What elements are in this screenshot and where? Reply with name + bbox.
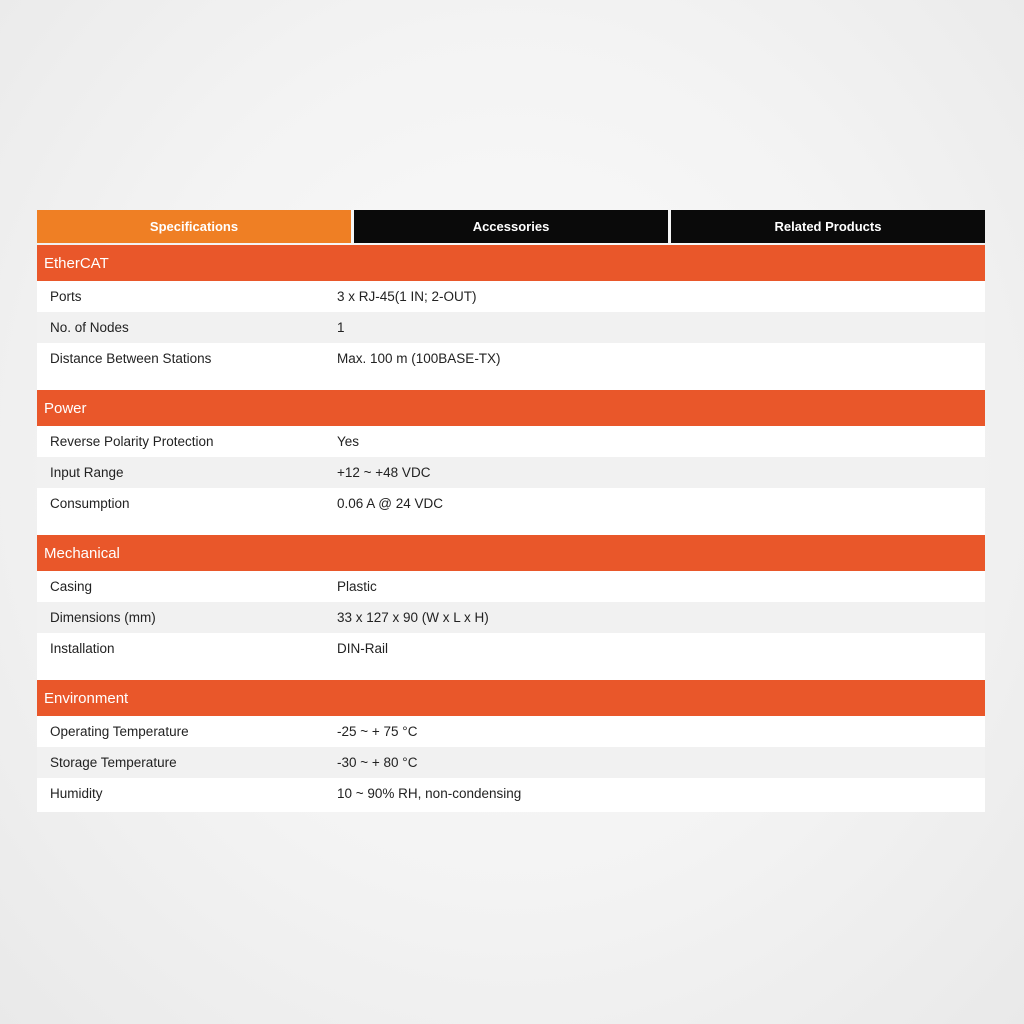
section-title: EtherCAT	[37, 245, 985, 281]
section-spacer	[37, 809, 985, 812]
spec-value: -30 ~ + 80 °C	[337, 755, 418, 770]
spec-row	[37, 281, 985, 312]
spec-label: Casing	[50, 579, 93, 594]
spec-value: 0.06 A @ 24 VDC	[337, 496, 444, 511]
spec-label: Ports	[50, 289, 82, 304]
spec-row	[37, 343, 985, 374]
spec-row	[37, 426, 985, 457]
spec-value: Max. 100 m (100BASE-TX)	[337, 351, 501, 366]
tab-bar	[37, 210, 985, 243]
spec-value: DIN-Rail	[337, 641, 389, 656]
spec-rows	[37, 571, 985, 680]
spec-value: -25 ~ + 75 °C	[337, 724, 418, 739]
section-environment	[37, 680, 985, 812]
section-spacer	[37, 519, 985, 535]
spec-row	[37, 312, 985, 343]
spec-label: Distance Between Stations	[50, 351, 212, 366]
spec-label: Consumption	[50, 496, 130, 511]
spec-row	[37, 747, 985, 778]
spec-row	[37, 602, 985, 633]
section-title: Environment	[37, 680, 985, 716]
tab-accessories[interactable]: Accessories	[354, 210, 668, 243]
spec-label: Storage Temperature	[50, 755, 177, 770]
spec-rows	[37, 426, 985, 535]
spec-row	[37, 716, 985, 747]
spec-rows	[37, 281, 985, 390]
spec-label: Dimensions (mm)	[50, 610, 156, 625]
spec-value: 1	[337, 320, 345, 335]
spec-value: 3 x RJ-45(1 IN; 2-OUT)	[337, 289, 477, 304]
spec-panel	[37, 210, 985, 812]
spec-value: +12 ~ +48 VDC	[337, 465, 431, 480]
spec-label: Humidity	[50, 786, 103, 801]
spec-label: Installation	[50, 641, 115, 656]
spec-value: Yes	[337, 434, 360, 449]
tab-specifications[interactable]: Specifications	[37, 210, 351, 243]
spec-value: 10 ~ 90% RH, non-condensing	[337, 786, 522, 801]
spec-label: Operating Temperature	[50, 724, 189, 739]
section-ethercat	[37, 245, 985, 390]
spec-row	[37, 571, 985, 602]
section-power	[37, 390, 985, 535]
section-spacer	[37, 374, 985, 390]
section-title: Power	[37, 390, 985, 426]
spec-value: 33 x 127 x 90 (W x L x H)	[337, 610, 489, 625]
spec-row	[37, 633, 985, 664]
spec-row	[37, 457, 985, 488]
spec-label: Reverse Polarity Protection	[50, 434, 214, 449]
section-spacer	[37, 664, 985, 680]
tab-related-products[interactable]: Related Products	[671, 210, 985, 243]
section-title: Mechanical	[37, 535, 985, 571]
spec-rows	[37, 716, 985, 812]
spec-row	[37, 488, 985, 519]
spec-label: No. of Nodes	[50, 320, 129, 335]
spec-value: Plastic	[337, 579, 377, 594]
section-mechanical	[37, 535, 985, 680]
spec-row	[37, 778, 985, 809]
spec-label: Input Range	[50, 465, 124, 480]
